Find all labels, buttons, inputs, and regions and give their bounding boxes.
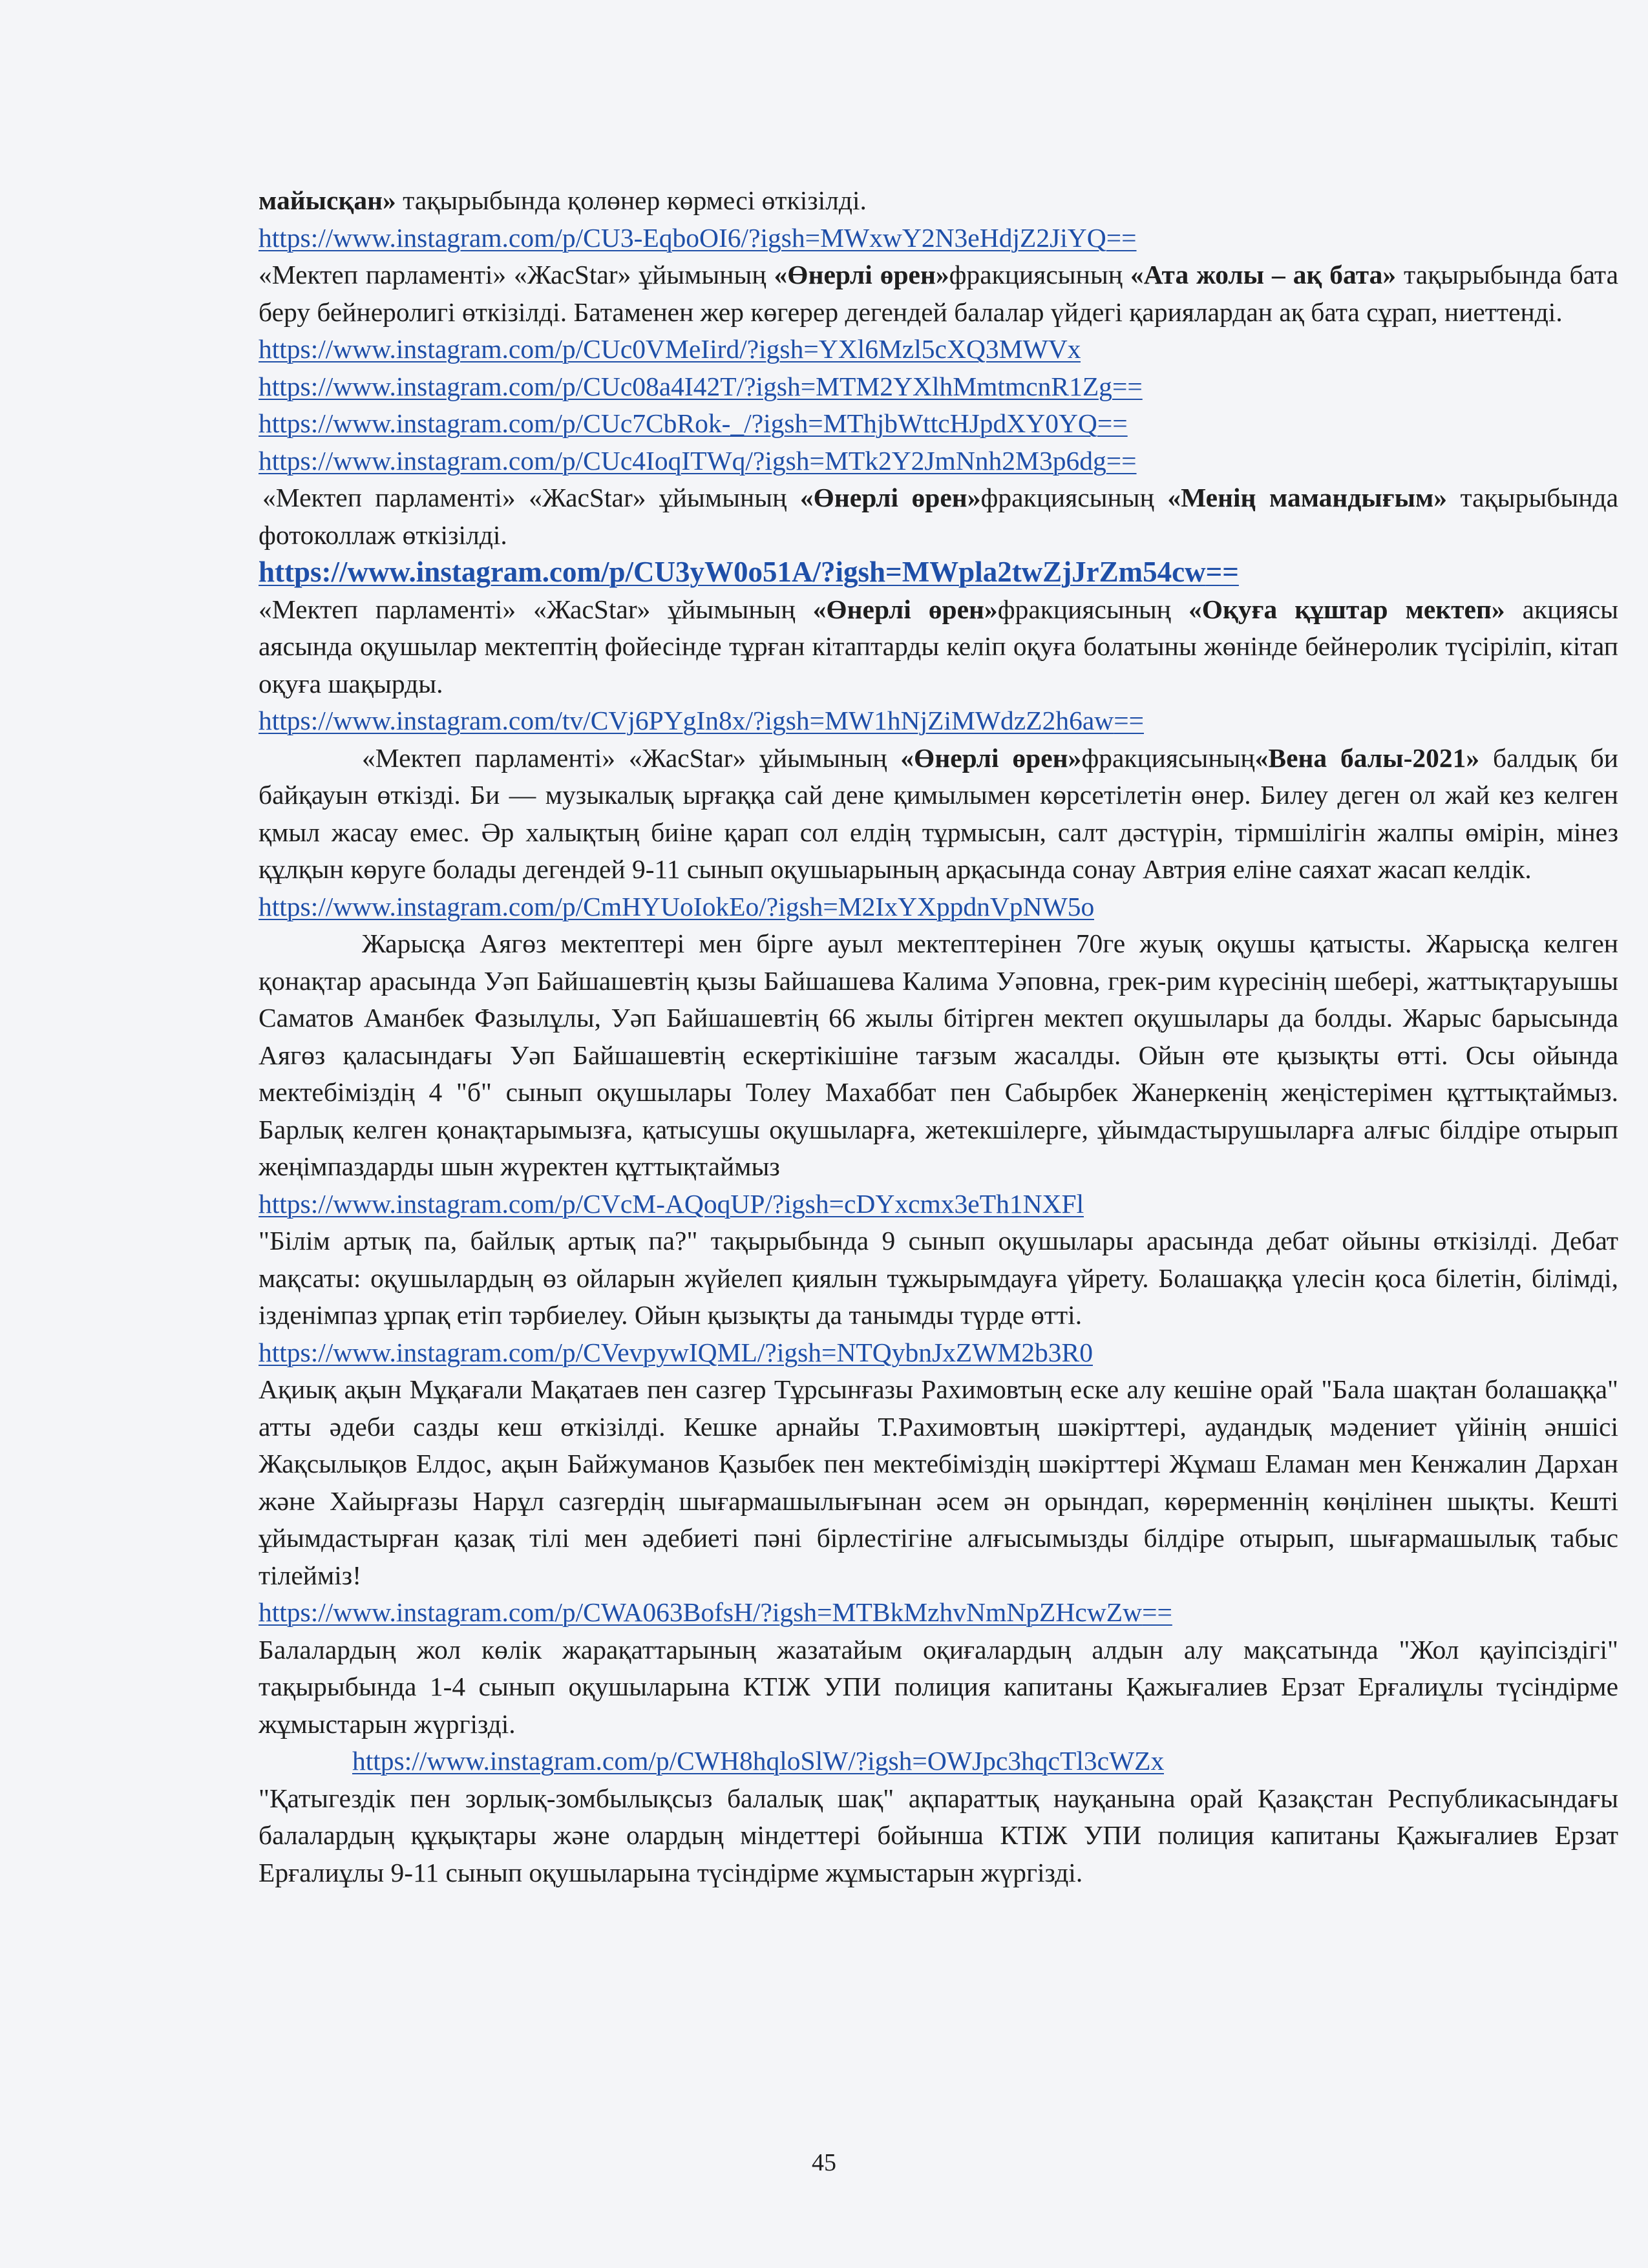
instagram-link[interactable] — [259, 1743, 1164, 1780]
text-run: "Қатыгездік пен зорлық-зомбылықсыз балалық шақ" ақпараттық науқанына орай Қазақстан Республикасындағы балалардың құқықтары және олардың міндеттері бойынша КТІЖ УПИ полиция капитаны Қажығалиев Ерзат Ерғалиұлы 9-11 сынып оқушыларына түсіндірме жұмыстарын жүргізді. — [259, 1783, 1618, 1887]
link-url: https://www.instagram.com/p/CUc7CbRok-_/?igsh=MThjbWttcHJpdXY0YQ — [259, 408, 1097, 438]
text-run: "Білім артық па, байлық артық па?" тақырыбында 9 сынып оқушылары арасында дебат ойыны өткізілді. Дебат мақсаты: оқушылардың өз ойларын жүйелеп қиялын тұжырымдауға үйрету. Болашаққа үлесін қоса білетін, білімді, ізденімпаз ұрпақ етіп тәрбиелеу. Ойын қызықты да танымды түрде өтті. — [259, 1226, 1618, 1330]
instagram-link[interactable] — [259, 331, 1081, 368]
text-run: «Мектеп парламенті» «ЖасStar» ұйымының — [362, 742, 901, 773]
instagram-link[interactable] — [259, 405, 1128, 443]
instagram-link[interactable] — [259, 702, 1144, 740]
text-run: фракциясының — [1081, 742, 1255, 773]
paragraph — [259, 740, 1618, 888]
link-url: https://www.instagram.com/p/CWA063BofsH/?igsh=MTBkMzhvNmNpZHcwZw — [259, 1597, 1143, 1627]
instagram-link[interactable] — [259, 1594, 1172, 1632]
text-run: «Мектеп парламенті» «ЖасStar» ұйымының — [262, 483, 800, 512]
text-run: тақырыбында фотоколлаж өткізілді. — [259, 483, 1619, 550]
paragraph — [259, 1632, 1618, 1743]
paragraph — [259, 257, 1618, 331]
bold-text: «Менің мамандығым» — [1167, 483, 1448, 512]
text-run: фракциясының — [949, 260, 1130, 289]
paragraph — [259, 1780, 1618, 1892]
text-run: балдық би байқауын өткізді. Би — музыкалық ырғаққа сай дене қимылымен көрсетілетін өнер. Билеу деген ол жай кез келген қмыл жасау емес. Әр халықтың биіне қарап сол елдің тұрмысын, салт дәстүрін, тірмшілігін жалпы өмірін, мінез құлқын көруге болады дегендей 9-11 сынып оқушыарының арқасында сонау Автрия еліне саяхат жасап келдік. — [259, 742, 1619, 884]
paragraph — [259, 591, 1618, 703]
text-run: Ақиық ақын Мұқағали Мақатаев пен сазгер Тұрсынғазы Рахимовтың еске алу кешіне орай "Бала шақтан болашаққа" атты әдеби сазды кеш өткізілді. Кешке арнайы Т.Рахимовтың шәкірттері, аудандық мәдениет үйінің әншісі Жақсылықов Елдос, ақын Байжуманов Қазыбек пен мектебіміздің шәкірттері Жұмаш Еламан мен Кенжалин Дархан және Хайырғазы Нарұл сазгердің шығармашылығынан әсем ән орындап, көрерменнің көңілінен шықты. Кешті ұйымдастырған қазақ тілі мен әдебиеті пәні бірлестігіне алғысымызды білдіре отырып, шығармашылық табыс тілейміз! — [259, 1374, 1618, 1590]
text-run: Жарысқа Аягөз мектептері мен бірге ауыл мектептерінен 70ге жуық оқушы қатысты. Жарысқа келген қонақтар арасында Уәп Байшашевтің қызы Байшашева Калима Уәповна, грек-рим күресінің шебері, жаттықтаруышы Саматов Аманбек Фазылұлы, Уәп Байшашевтің 66 жылы бітірген мектеп оқушылары да болды. Жарыс барысында Аягөз қаласындағы Уәп Байшашевтің ескертікішіне тағзым жасалды. Ойын өте қызықты өтті. Осы ойында мектебіміздің 4 "б" сынып оқушылары Толеу Махаббат пен Сабырбек Жанеркенің жеңістерімен құттықтаймыз. Барлық келген қонақтарымызға, қатысушы оқушыларға, жетекшілерге, ұйымдастырушыларға алғыс білдіре отырып жеңімпаздарды шын жүректен құттықтаймыз — [259, 929, 1618, 1181]
text-run: тақырыбында бата беру бейнеролигі өткізілді. Батаменен жер көгерер дегендей балалар үйдегі қариялардан ақ бата сұрап, ниеттенді. — [259, 260, 1618, 327]
link-suffix: == — [1142, 1597, 1172, 1627]
instagram-link[interactable] — [259, 368, 1143, 406]
text-run: фракциясының — [980, 483, 1168, 512]
link-url: https://www.instagram.com/p/CWH8hqloSlW/?igsh=OWJpc3hqcTl3cWZx — [352, 1746, 1165, 1776]
text-run: акциясы аясында оқушылар мектептің фойесінде тұрған кітаптарды келіп оқуға болатыны жөнінде бейнеролик түсіріліп, кітап оқуға шақырды. — [259, 594, 1618, 698]
bold-text: «Өнерлі өрен» — [774, 260, 949, 289]
link-suffix: == — [1114, 706, 1145, 735]
bold-text: «Өнерлі өрен» — [799, 483, 981, 512]
paragraph — [259, 1371, 1618, 1594]
bold-text: «Өнерлі өрен» — [900, 742, 1082, 773]
text-run: тақырыбында қолөнер көрмесі өткізілді. — [396, 185, 867, 215]
instagram-link[interactable] — [259, 554, 1239, 591]
link-suffix: == — [1112, 371, 1143, 401]
paragraph — [259, 182, 1618, 220]
text-run: «Мектеп парламенті» «ЖасStar» ұйымының — [259, 260, 774, 289]
document-body — [259, 182, 1618, 1891]
link-url: https://www.instagram.com/p/CU3yW0o51A/?igsh=MWpla2twZjJrZm54cw — [259, 556, 1206, 588]
bold-text: «Вена балы-2021» — [1254, 742, 1480, 773]
link-suffix: == — [1097, 408, 1128, 438]
paragraph — [259, 925, 1618, 1186]
link-url: https://www.instagram.com/p/CVevpywIQML/?igsh=NTQybnJxZWM2b3R0 — [259, 1337, 1093, 1367]
instagram-link[interactable] — [259, 1334, 1093, 1372]
text-run: Балалардың жол көлік жарақаттарының жазатайым оқиғалардың алдын алу мақсатында "Жол қауіпсіздігі" тақырыбында 1-4 сынып оқушыларына КТІЖ УПИ полиция капитаны Қажығалиев Ерзат Ерғалиұлы түсіндірме жұмыстарын жүргізді. — [259, 1634, 1618, 1739]
link-url: https://www.instagram.com/p/CUc4IoqITWq/?igsh=MTk2Y2JmNnh2M3p6dg — [259, 445, 1106, 476]
link-url: https://www.instagram.com/p/CUc08a4I42T/?igsh=MTM2YXlhMmtmcnR1Zg — [259, 371, 1112, 401]
bold-text: майысқан» — [259, 185, 396, 215]
link-suffix: == — [1205, 556, 1239, 588]
link-suffix: == — [1106, 445, 1137, 476]
text-run: фракциясының — [997, 594, 1188, 624]
link-url: https://www.instagram.com/p/CmHYUoIokEo/?igsh=M2IxYXppdnVpNW5o — [259, 891, 1095, 921]
bold-text: «Ата жолы – ақ бата» — [1130, 260, 1397, 289]
link-suffix: == — [1106, 222, 1137, 253]
bold-text: «Өнерлі өрен» — [812, 594, 998, 624]
link-url: https://www.instagram.com/p/CUc0VMeIird/?igsh=YXl6Mzl5cXQ3MWVx — [259, 334, 1081, 364]
instagram-link[interactable] — [259, 443, 1137, 480]
paragraph — [259, 479, 1618, 554]
page-number: 45 — [812, 2149, 836, 2176]
instagram-link[interactable] — [259, 888, 1094, 926]
paragraph — [259, 1223, 1618, 1334]
link-url: https://www.instagram.com/tv/CVj6PYgIn8x/?igsh=MW1hNjZiMWdzZ2h6aw — [259, 706, 1114, 735]
bold-text: «Оқуға құштар мектеп» — [1188, 594, 1505, 624]
link-url: https://www.instagram.com/p/CVcM-AQoqUP/?igsh=cDYxcmx3eTh1NXFl — [259, 1188, 1084, 1219]
instagram-link[interactable] — [259, 1186, 1084, 1223]
link-url: https://www.instagram.com/p/CU3-EqboOI6/?igsh=MWxwY2N3eHdjZ2JiYQ — [259, 222, 1106, 253]
instagram-link[interactable] — [259, 220, 1137, 257]
text-run: «Мектеп парламенті» «ЖасStar» ұйымының — [259, 594, 813, 624]
